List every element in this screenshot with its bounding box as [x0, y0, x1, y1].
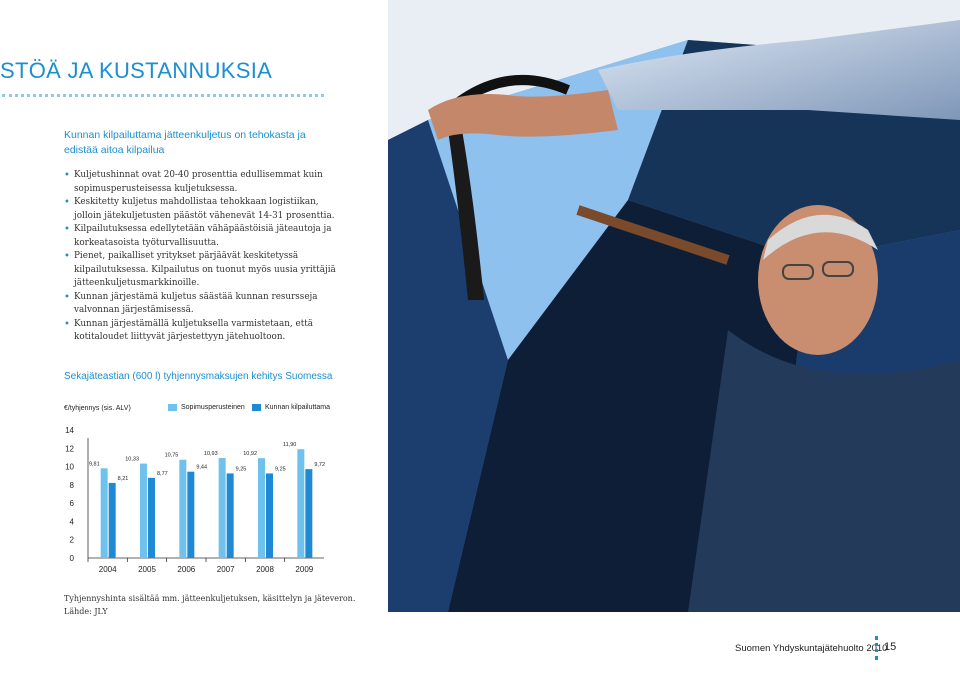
data-label: 10,93 — [203, 451, 218, 458]
bar-kunnan-kilpailuttama — [266, 473, 273, 558]
bullet-icon: • — [64, 251, 70, 262]
chart-footnote — [64, 593, 355, 618]
bullet-icon: • — [64, 224, 70, 235]
y-tick-label: 14 — [65, 426, 74, 435]
bullet-icon: • — [64, 197, 70, 208]
list-item: • Keskitetty kuljetus mahdollistaa tehokkaan logistiikan, jolloin jätekuljetusten päästöt vähenevät 14-31 prosenttia. — [64, 197, 335, 221]
footnote-text: Tyhjennyshinta sisältää mm. jätteenkuljetuksen, käsittelyn ja jäteveron. — [64, 594, 356, 603]
y-tick-label: 0 — [69, 554, 74, 563]
legend-item-kunnan-kilpailuttama: Kunnan kilpailuttama — [252, 404, 330, 411]
list-item: • Kunnan järjestämällä kuljetuksella varmistetaan, että kotitaloudet liittyvät järjestettyyn jätehuoltoon. — [64, 318, 314, 342]
legend-swatch — [252, 404, 261, 411]
bullet-icon: • — [64, 318, 70, 330]
bar-kunnan-kilpailuttama — [109, 483, 116, 558]
bar-kunnan-kilpailuttama — [148, 478, 155, 558]
data-label: 9,72 — [314, 462, 326, 469]
y-tick-label: 10 — [65, 462, 74, 472]
bar-sopimusperusteinen — [258, 458, 265, 558]
list-item: • Kilpailutuksessa edellytetään vähäpäästöisiä jäteautoja ja korkeatasoista työturvallisuutta. — [64, 224, 332, 248]
bar-kunnan-kilpailuttama — [187, 472, 194, 558]
data-label: 9,44 — [196, 464, 208, 471]
data-label: 10,92 — [243, 451, 257, 458]
lead-text: Kunnan kilpailuttama jätteenkuljetus on tehokasta ja edistää aitoa kilpailua — [64, 129, 306, 156]
bullet-icon: • — [64, 291, 70, 303]
bar-kunnan-kilpailuttama — [227, 473, 234, 558]
footer-dotted-divider — [875, 636, 881, 660]
data-label: 11,90 — [282, 442, 297, 449]
list-item: • Kunnan järjestämä kuljetus säästää kunnan resursseja valvonnan järjestämisessä. — [64, 291, 318, 315]
x-tick-label: 2008 — [256, 565, 274, 574]
legend-item-sopimusperusteinen: Sopimusperusteinen — [168, 404, 245, 411]
data-label: 9,25 — [275, 466, 286, 473]
y-tick-label: 4 — [69, 517, 74, 527]
x-tick-label: 2009 — [295, 565, 314, 574]
bar-sopimusperusteinen — [140, 464, 147, 558]
bar-kunnan-kilpailuttama — [305, 469, 312, 558]
x-tick-label: 2004 — [98, 565, 117, 574]
dotted-divider — [2, 94, 324, 97]
data-label: 8,77 — [157, 470, 168, 477]
chart-title: Sekajäteastian (600 l) tyhjennysmaksujen kehitys Suomessa — [64, 371, 333, 382]
y-tick-label: 12 — [65, 444, 74, 454]
legend-swatch — [168, 404, 177, 411]
data-label: 9,81 — [88, 461, 100, 468]
bar-sopimusperusteinen — [179, 460, 186, 558]
bar-sopimusperusteinen — [101, 468, 108, 558]
y-tick-label: 6 — [69, 499, 74, 509]
data-label: 9,25 — [235, 466, 247, 473]
list-item: • Pienet, paikalliset yritykset pärjäävät keskitetyssä kilpailutuksessa. Kilpailutus on tuonut myös uusia yrittäjiä jätteenkuljetusmarkkinoille. — [64, 251, 336, 288]
data-label: 10,33 — [125, 456, 139, 463]
page-number: 15 — [884, 641, 897, 653]
y-axis-unit: €/tyhjennys (sis. ALV) — [64, 405, 131, 412]
bullet-icon: • — [64, 170, 70, 181]
bar-sopimusperusteinen — [297, 449, 304, 558]
y-tick-label: 2 — [69, 535, 74, 545]
x-tick-label: 2007 — [216, 565, 235, 574]
footer-publication-title: Suomen Yhdyskuntajätehuolto 2010 — [735, 643, 888, 654]
x-tick-label: 2006 — [177, 565, 196, 574]
list-item: • Kuljetushinnat ovat 20-40 prosenttia edullisemmat kuin sopimusperusteisessa kuljetuksessa. — [64, 170, 323, 194]
data-label: 10,75 — [164, 452, 179, 459]
bullet-list — [64, 169, 336, 345]
bar-sopimusperusteinen — [219, 458, 226, 558]
data-label: 8,21 — [117, 475, 129, 482]
truck-cab-illustration — [388, 0, 960, 612]
photo-driver-in-truck — [388, 0, 960, 612]
page-heading: STÖÄ JA KUSTANNUKSIA — [0, 58, 273, 83]
source-text: Lähde: JLY — [64, 606, 108, 616]
y-tick-label: 8 — [69, 480, 74, 490]
x-tick-label: 2005 — [138, 565, 156, 574]
bar-chart — [60, 420, 330, 580]
